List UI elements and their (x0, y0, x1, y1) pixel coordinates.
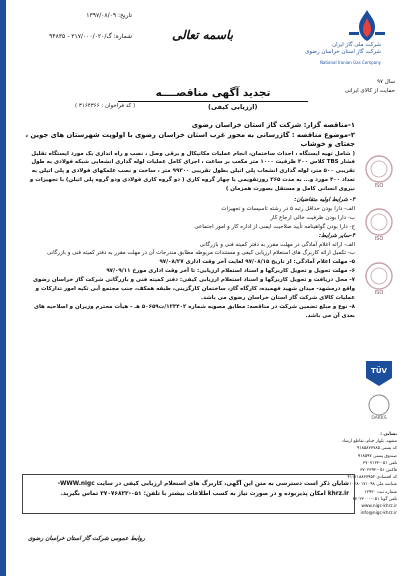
company-name-fa: شرکت ملی گاز ایران (332, 42, 381, 48)
year-motto (325, 78, 395, 96)
address-line: کد پستی ۹۱۸۵۸۷۷۷۸۵ (356, 446, 397, 452)
svg-text:ISO: ISO (374, 236, 384, 241)
condition-a: الف- دارا بودن حداقل رتبه ۵ در رشته تاسیسات و تجهیزات (221, 205, 355, 212)
company-subname: شرکت گاز استان خراسان رضوی (305, 49, 381, 56)
address-line: تلفن ۰۵۱-۳۷۰۷۱۳۲ (362, 460, 397, 466)
address-line: صندوق پستی ۹۱۸۵۹۷ (357, 453, 397, 459)
info-box (22, 474, 355, 514)
motto-label: حمایت از کالای ایرانی (344, 87, 395, 94)
info-line-1: شایان ذکر است دسترسی به متن این آگهی، کاربرگ های استعلام ارزیابی کیفی در سایت WWW.nigc- (57, 481, 349, 487)
item-scope: ( شامل تهیه ایستگاه ، احداث ساختمان، انجام عملیات مکانیکال و برقی وصل ، نصب و راه اندازی یک مورد ایستگاه تقلیل فشار TBS کلاس ۳۰۰ ظرفیت ۱۰۰۰ متر مکعب بر ساعت ، اجرای کامل عملیات لوله گذاری انشعابی شبکه فولادی به طول تقریبی ۵۰۰ متر، لوله گذاری انشعاب پلی اتیلن بطول تقریبی ۹۹۳۰۰ متر ، ساخت و نصب علمکهای فولادی و پلی اتیلن به تعداد ۴۰۰ مورد و... به مدت ۳۶۵ روزتقویمی با چهار گروه کاری ( دو گروه کاری فولادی ودو گروه پلی اتیلن) با تجهیزات و نیروی انسانی کامل و مستقل بصورت همزمان ) (29, 150, 355, 193)
item-employer: ۱-مناقصه گزار: شرکت گاز استان خراسان رضوی (191, 121, 355, 129)
item-subject: ۲-موضوع مناقصه : گازرسانی به محور غرب استان خراسان رضوی با اولویت شهرستان های جوین ، جغتای و خوشاب (25, 130, 355, 148)
other-condition-a: الف- ارائه اعلام آمادگی در مهلت مقرر به دفتر کمیته فنی و بازرگانی (199, 241, 355, 248)
item-conditions-title: ۳- شرایط اولیه متقاضیان: (294, 197, 355, 204)
company-name-en: National Iranian Gas Company (319, 60, 381, 65)
svg-text:TÜV: TÜV (371, 367, 387, 375)
company-address (325, 431, 397, 517)
address-line: فاکس ۰۵۱-۳۷۰۲۳۹۲ (360, 468, 397, 474)
company-name (251, 42, 381, 56)
address-line: کد اقتصادی ۴۱۱۱۱۸۸۳۷۹۵۲ (347, 475, 397, 481)
title-divider (118, 101, 308, 102)
item-deadline-docs: ۶- مهلت تحویل و تحویل کاربرگها و اسناد استعلام ارزیابی: تا آخر وقت اداری مورخ ۹۷/۰۹/۱۱ (106, 268, 355, 275)
dakks-certificate-icon (364, 393, 394, 421)
condition-b: ب- دارا بودن ظرفیت خالی ارجاع کار (270, 214, 355, 221)
condition-c: ج- دارا بودن گواهینامه تأیید صلاحیت ایمنی از اداره کار و امور اجتماعی (194, 223, 355, 230)
website-link[interactable]: www.nigc-khrz.ir (361, 504, 397, 510)
letter-date: تاریخ: ۱۳۹۷/۰۸/۰۹ (86, 12, 132, 19)
svg-text:DAKKS: DAKKS (371, 416, 387, 421)
svg-text:ISO: ISO (374, 183, 384, 188)
address-line: شماره ثبت ۱۲۹۳۰ (364, 489, 397, 495)
tuv-certificate-icon (364, 358, 394, 388)
email-link[interactable]: info@nigc-khrz.ir (360, 511, 397, 517)
iso-certificate-icon (364, 207, 394, 241)
iso-certificate-icon (364, 154, 394, 188)
page-edge-strip (0, 0, 6, 576)
year-label: سال ۹۷ (377, 79, 395, 85)
public-relations-signature: روابط عمومی شرکت گاز استان خراسان رضوی (28, 536, 145, 542)
item-place: ۷- محل دریافت و تحویل کاربرگها و اسناد استعلام ارزیابی کیفی: دفتر کمیته فنی و بازرگانی شرکت گاز خراسان رضوی واقع درمشهد- میدان شهید فهمیده، کارگاه گاز، ساختمان کارگزینی، طبقه همکف، جنب مجتمع آبی تکیه امور تدارکات و عملیات کالای شرکت گاز استان خراسان رضوی می باشد. (32, 277, 355, 301)
address-line: شناسه ملی ۱۰۲۸۰۱۷۱۰۹۸ (349, 482, 397, 488)
info-line-2: khrz.ir امکان پذیربوده و در صورت نیاز به کسب اطلاعات بیشتر با تلفن: ۰۵۱-۳۷۰۷۶۸۲۲ تماس بگیرید. (60, 491, 349, 497)
letter-number: شماره: گ/۳۱۷/۰۰۰/۰۲۰ - ۹۴۸۳۵ (49, 33, 132, 40)
company-logo-icon (345, 8, 389, 44)
bismillah-heading: باسمه تعالی (172, 28, 234, 42)
call-reference: ( کد فراخوان : ۳۱۶۴۳۶۶ ) (75, 103, 136, 109)
address-line: مشهد، بلوار خیام، تقاطع ارشاد (341, 439, 397, 445)
item-guarantee: ۸- نوع و مبلغ تضمین شرکت در مناقصه: مطابق مصوبه شماره ۱۲۳۴۰۲/ت۵۰۶۵۹ هـ - هیأت محترم وزیران و اصلاحیه های بعدی آن می باشد. (33, 303, 355, 319)
document-title: تجدید آگهی مناقصــــه (155, 87, 271, 99)
notice-body (22, 121, 355, 321)
address-line: تلفن گویا ۰۵۱-۳۷۰۲۳۰۰۰ (352, 496, 397, 502)
other-condition-b: ب- تکمیل ارائه کاربرگ های استعلام ارزیابی کیفی و مستندات مربوطه مطابق مندرجات آن در مهلت مقرر به دفتر کمیته فنی و بازرگانی (47, 250, 355, 257)
document-subtitle: (ارزیابی کیفی) (208, 103, 258, 111)
iso-certificate-icon (364, 261, 394, 295)
item-other-title: ۴-سایر شرایط: (318, 232, 355, 239)
address-line: نشانی : (380, 432, 397, 437)
item-deadline: ۵- مهلت اعلام آمادگی: از تاریخ ۹۷/۰۸/۱۵ لغایت آخر وقت اداری ۹۷/۰۸/۲۷ (159, 259, 355, 266)
svg-text:ISO: ISO (374, 290, 384, 295)
